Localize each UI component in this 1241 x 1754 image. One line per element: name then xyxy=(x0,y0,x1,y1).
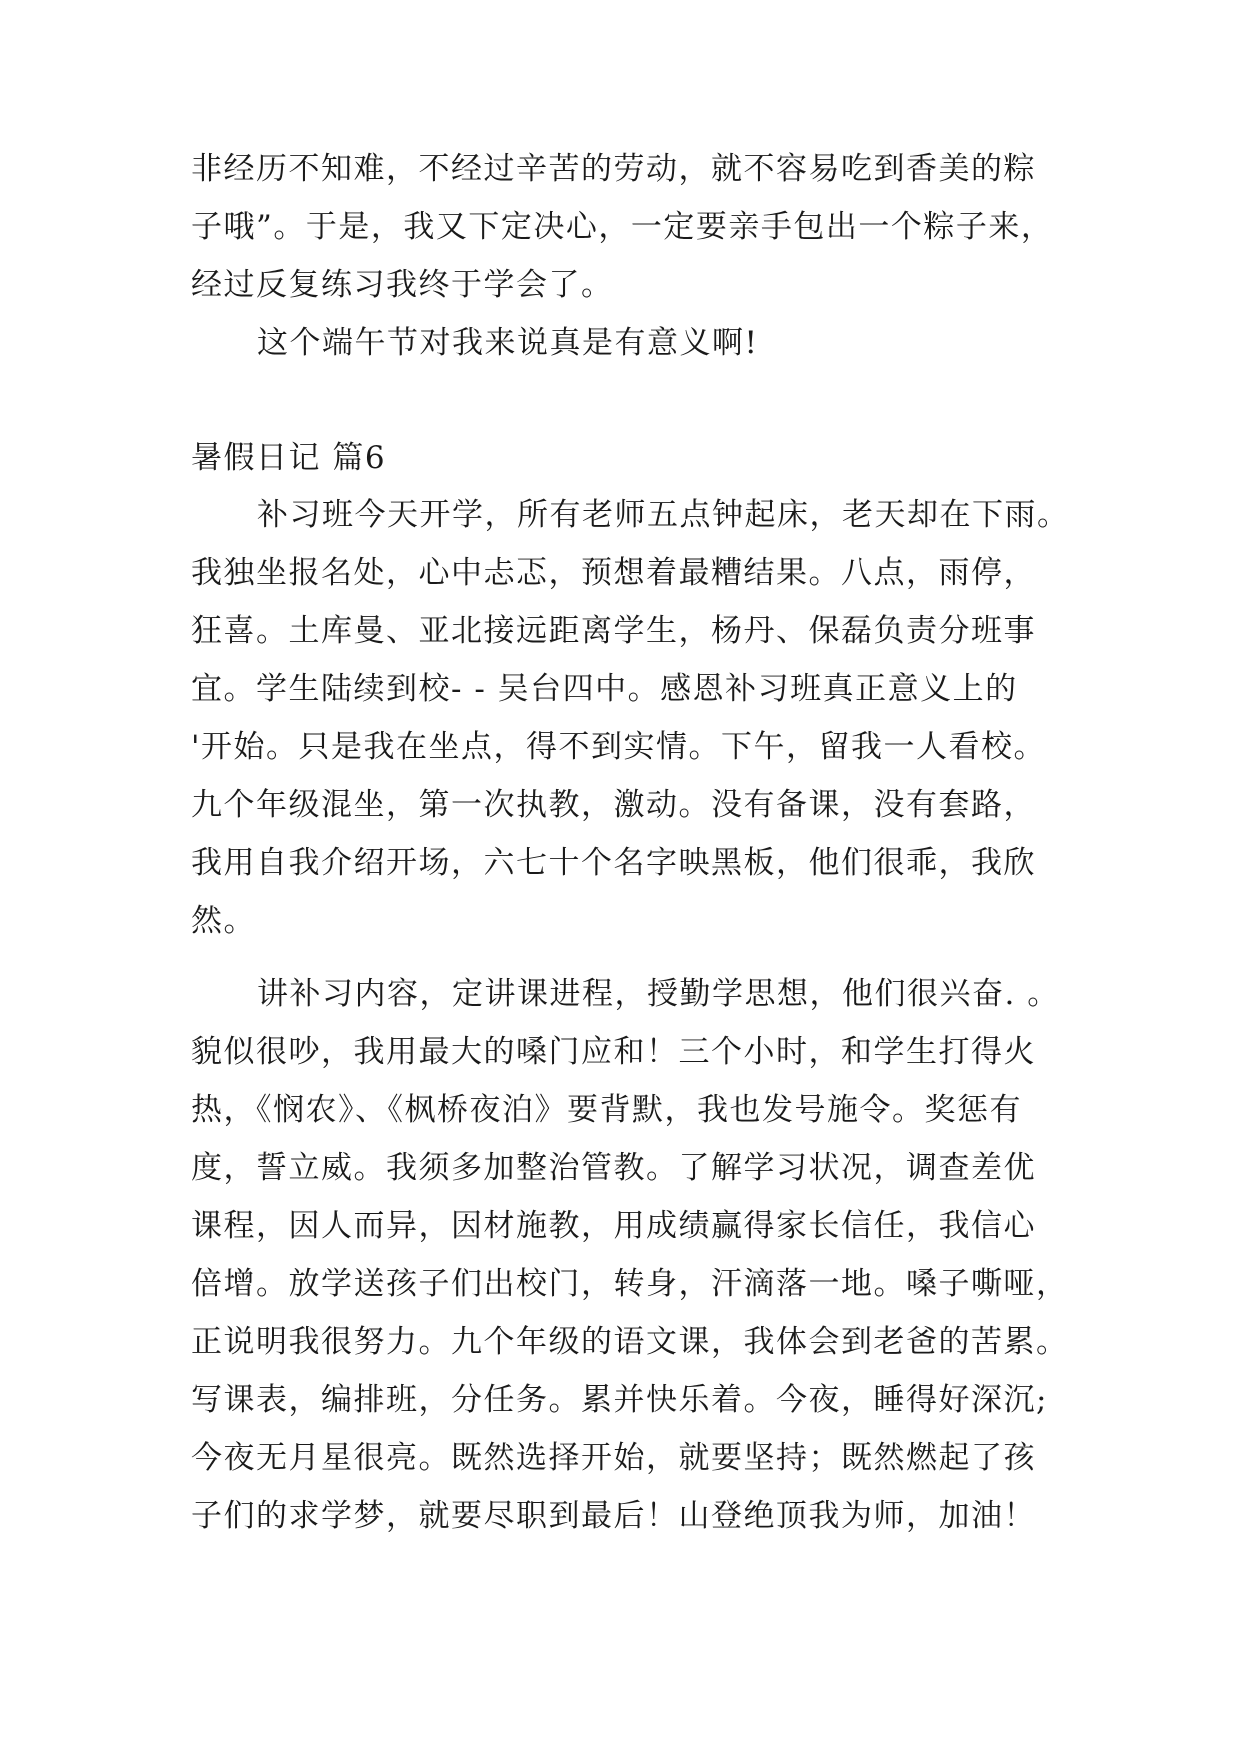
body-line: 写课表，编排班，分任务。累并快乐着。今夜，睡得好深沉; xyxy=(191,1382,1048,1418)
body-line: 今夜无月星很亮。既然选择开始，就要坚持；既然燃起了孩 xyxy=(191,1440,1036,1476)
body-line: 非经历不知难，不经过辛苦的劳动，就不容易吃到香美的粽 xyxy=(191,151,1036,187)
body-line: 九个年级混坐，第一次执教，激动。没有备课，没有套路， xyxy=(191,787,1036,823)
body-line: 子们的求学梦，就要尽职到最后！山登绝顶我为师，加油！ xyxy=(191,1498,1036,1534)
body-line: 补习班今天开学，所有老师五点钟起床，老天却在下雨。 xyxy=(257,497,1070,533)
body-line: 我用自我介绍开场，六七十个名字映黑板，他们很乖，我欣 xyxy=(191,845,1036,881)
body-line: 正说明我很努力。九个年级的语文课，我体会到老爸的苦累。 xyxy=(191,1324,1069,1360)
body-line: 子哦”。于是，我又下定决心，一定要亲手包出一个粽子来， xyxy=(191,209,1054,245)
closing-line: 这个端午节对我来说真是有意义啊! xyxy=(257,325,759,361)
body-line: '开始。只是我在坐点，得不到实情。下午，留我一人看校。 xyxy=(191,729,1047,765)
body-line: 宜。学生陆续到校- - 吴台四中。感恩补习班真正意义上的 xyxy=(191,671,1018,707)
body-line: 讲补习内容，定讲课进程，授勤学思想，他们很兴奋. 。 xyxy=(257,976,1060,1012)
body-line: 貌似很吵，我用最大的嗓门应和！三个小时，和学生打得火 xyxy=(191,1034,1036,1070)
entry-heading: 暑假日记 篇6 xyxy=(191,440,387,476)
body-line: 课程，因人而异，因材施教，用成绩赢得家长信任，我信心 xyxy=(191,1208,1036,1244)
body-line: 我独坐报名处，心中忐忑，预想着最糟结果。八点，雨停， xyxy=(191,555,1036,591)
body-line: 热，《悯农》、《枫桥夜泊》要背默，我也发号施令。奖惩有 xyxy=(191,1092,1022,1128)
body-line: 倍增。放学送孩子们出校门，转身，汗滴落一地。嗓子嘶哑， xyxy=(191,1266,1069,1302)
body-line: 经过反复练习我终于学会了。 xyxy=(191,267,614,303)
body-line: 度，誓立威。我须多加整治管教。了解学习状况，调查差优 xyxy=(191,1150,1036,1186)
body-line: 然。 xyxy=(191,903,256,939)
body-line: 狂喜。土库曼、亚北接远距离学生，杨丹、保磊负责分班事 xyxy=(191,613,1036,649)
